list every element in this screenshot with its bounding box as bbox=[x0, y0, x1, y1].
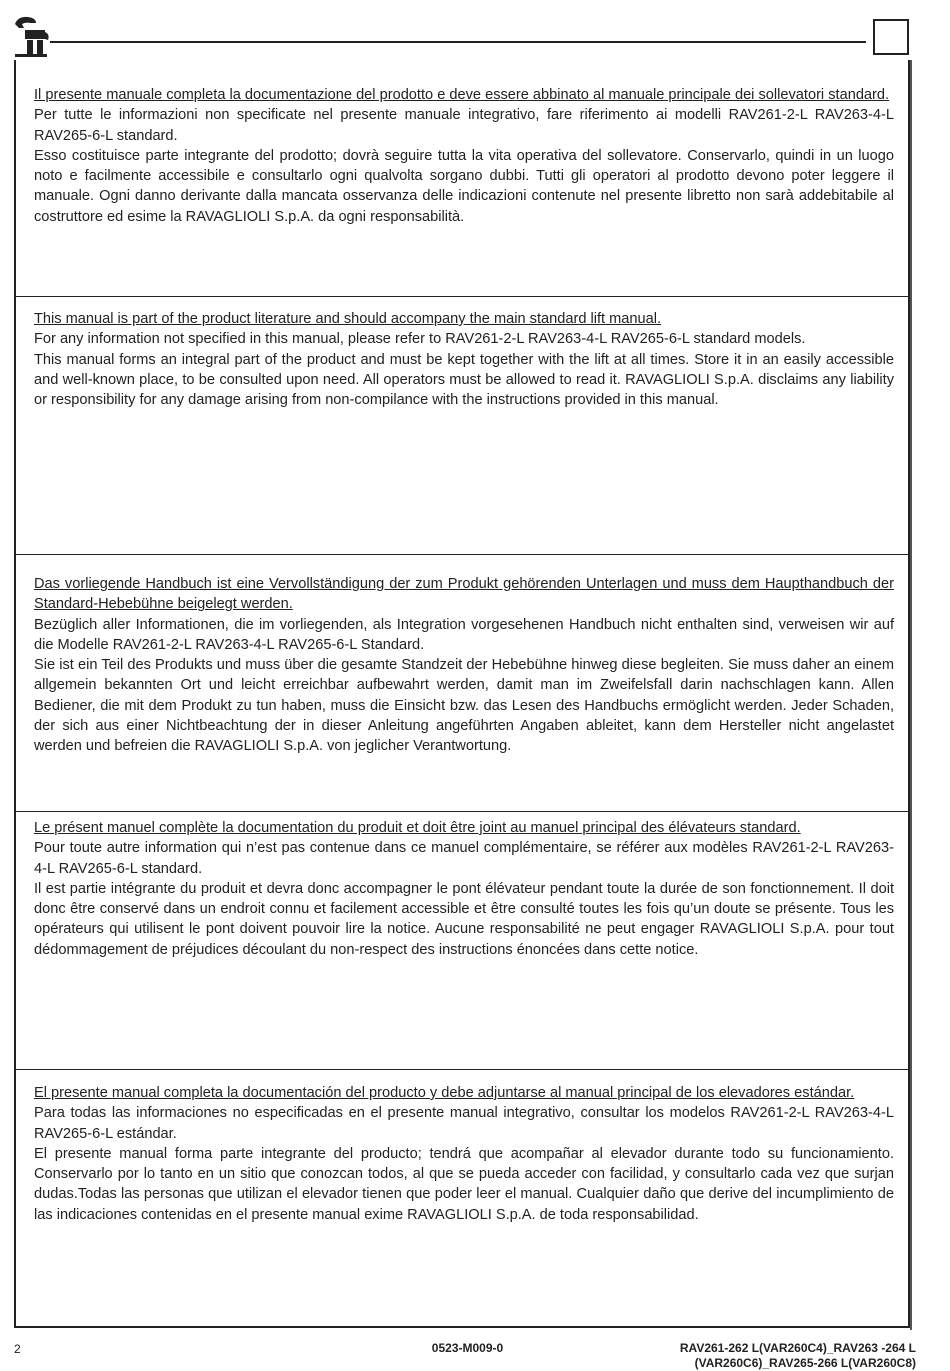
header-rule bbox=[50, 41, 866, 43]
section-paragraph: Esso costituisce parte integrante del prodotto; dovrà seguire tutta la vita operativa del sollevatore. Conservarlo, quindi in un luogo noto e facilmente accessibile e consultarlo ogni qualvolta sorgano dubbi. Tutti gli operatori al prodotto devono poter leggere il manuale. Ogni danno derivante dalla mancata osservanza delle indicazioni contenute nel presente libretto non sarà addebitabile al costruttore ed esime la RAVAGLIOLI S.p.A. da ogni responsabilità. bbox=[34, 147, 894, 225]
section-paragraph: El presente manual forma parte integrante del producto; tendrá que acompañar al elevador durante todo su funcionamiento. Conservarlo por lo tanto en un sitio que conozcan todos, al que se pueda acceder con facilidad, y consultarlo cada vez que surjan dudas.Todas las personas que utilizan el elevador tienen que poder leer el manual. Cualquier daño que derive del incumplimiento de las indicaciones contenidas en el presente manual exime RAVAGLIOLI S.p.A. de toda responsabilidad. bbox=[34, 1145, 894, 1223]
brand-logo-icon bbox=[12, 14, 52, 58]
page-number: 2 bbox=[14, 1342, 21, 1356]
section-paragraph: Bezüglich aller Informationen, die im vorliegenden, als Integration vorgesehenen Handbuch nicht enthalten sind, verweisen wir auf die Modelle RAV261-2-L RAV263-4-L RAV265-6-L Standard. bbox=[34, 616, 894, 653]
section-heading: Il presente manuale completa la documentazione del prodotto e deve essere abbinato al manuale principale dei sollevatori standard. bbox=[34, 87, 890, 103]
section-divider bbox=[14, 1069, 910, 1070]
section-english bbox=[34, 309, 894, 410]
section-heading: Le présent manuel complète la documentation du produit et doit être joint au manuel principal des élévateurs standard. bbox=[34, 820, 801, 836]
section-italian bbox=[34, 85, 894, 227]
model-reference-line: (VAR260C6)_RAV265-266 L(VAR260C8) bbox=[694, 1356, 916, 1370]
section-heading: Das vorliegende Handbuch ist eine Vervollständigung der zum Produkt gehörenden Unterlagen und muss dem Haupthandbuch der Standard-Hebebühne beigelegt werden. bbox=[34, 576, 894, 613]
section-paragraph: Per tutte le informazioni non specificate nel presente manuale integrativo, fare riferimento ai modelli RAV261-2-L RAV263-4-L RAV265-6-L standard. bbox=[34, 107, 894, 144]
section-divider bbox=[14, 811, 910, 812]
section-paragraph: For any information not specified in this manual, please refer to RAV261-2-L RAV263-4-L RAV265-6-L standard models. bbox=[34, 331, 806, 348]
model-reference bbox=[616, 1341, 916, 1371]
section-paragraph: Sie ist ein Teil des Produkts und muss über die gesamte Standzeit der Hebebühne hinweg diese begleiten. Sie muss daher an einem allgemein bekannten Ort und leicht erreichbar aufbewahrt werden, damit man im Zweifelsfall darin nachschlagen kann. Allen Bediener, die mit dem Produkt zu tun haben, muss die Einsicht bzw. das Lesen des Handbuchs ermöglicht werden. Jeder Schaden, der sich aus einer Nichtbeachtung der in dieser Anleitung angeführten Angaben ableitet, kann dem Hersteller nicht angelastet werden und befreien die RAVAGLIOLI S.p.A. von jeglicher Verantwortung. bbox=[34, 657, 894, 755]
section-heading: This manual is part of the product literature and should accompany the main standard lift manual. bbox=[34, 311, 662, 327]
section-divider bbox=[14, 296, 910, 297]
section-french bbox=[34, 818, 894, 960]
section-paragraph: Pour toute autre information qui n’est pas contenue dans ce manuel complémentaire, se référer aux modèles RAV261-2-L RAV263-4-L RAV265-6-L standard. bbox=[34, 840, 894, 877]
corner-box bbox=[873, 19, 909, 55]
section-divider bbox=[14, 554, 910, 555]
document-code: 0523-M009-0 bbox=[431, 1341, 504, 1355]
section-heading: El presente manual completa la documentación del producto y debe adjuntarse al manual principal de los elevadores estándar. bbox=[34, 1085, 855, 1101]
section-german bbox=[34, 574, 894, 757]
section-paragraph: This manual forms an integral part of the product and must be kept together with the lift at all times. Store it in an easily accessible and well-known place, to be consulted upon need. All operators must be allowed to read it. RAVAGLIOLI S.p.A. disclaims any liability or responsibility for any damage arising from non-compilance with the instructions provided in this manual. bbox=[34, 351, 894, 409]
frame-shadow bbox=[910, 60, 912, 1330]
section-paragraph: Para todas las informaciones no especificadas en el presente manual integrativo, consultar los modelos RAV261-2-L RAV263-4-L RAV265-6-L estándar. bbox=[34, 1105, 894, 1142]
model-reference-line: RAV261-262 L(VAR260C4)_RAV263 -264 L bbox=[679, 1341, 916, 1355]
section-paragraph: Il est partie intégrante du produit et devra donc accompagner le pont élévateur pendant toute la durée de son fonctionnement. Il doit donc être conservé dans un endroit connu et facilement accessible et être consulté toutes les fois qu’un doute se présente. Tous les opérateurs qui utilisent le pont doivent pouvoir lire la notice. Aucune responsabilité ne peut engager RAVAGLIOLI S.p.A. pour tout dédommagement de préjudices découlant du non-respect des instructions énoncées dans cette notice. bbox=[34, 880, 894, 958]
section-spanish bbox=[34, 1083, 894, 1225]
